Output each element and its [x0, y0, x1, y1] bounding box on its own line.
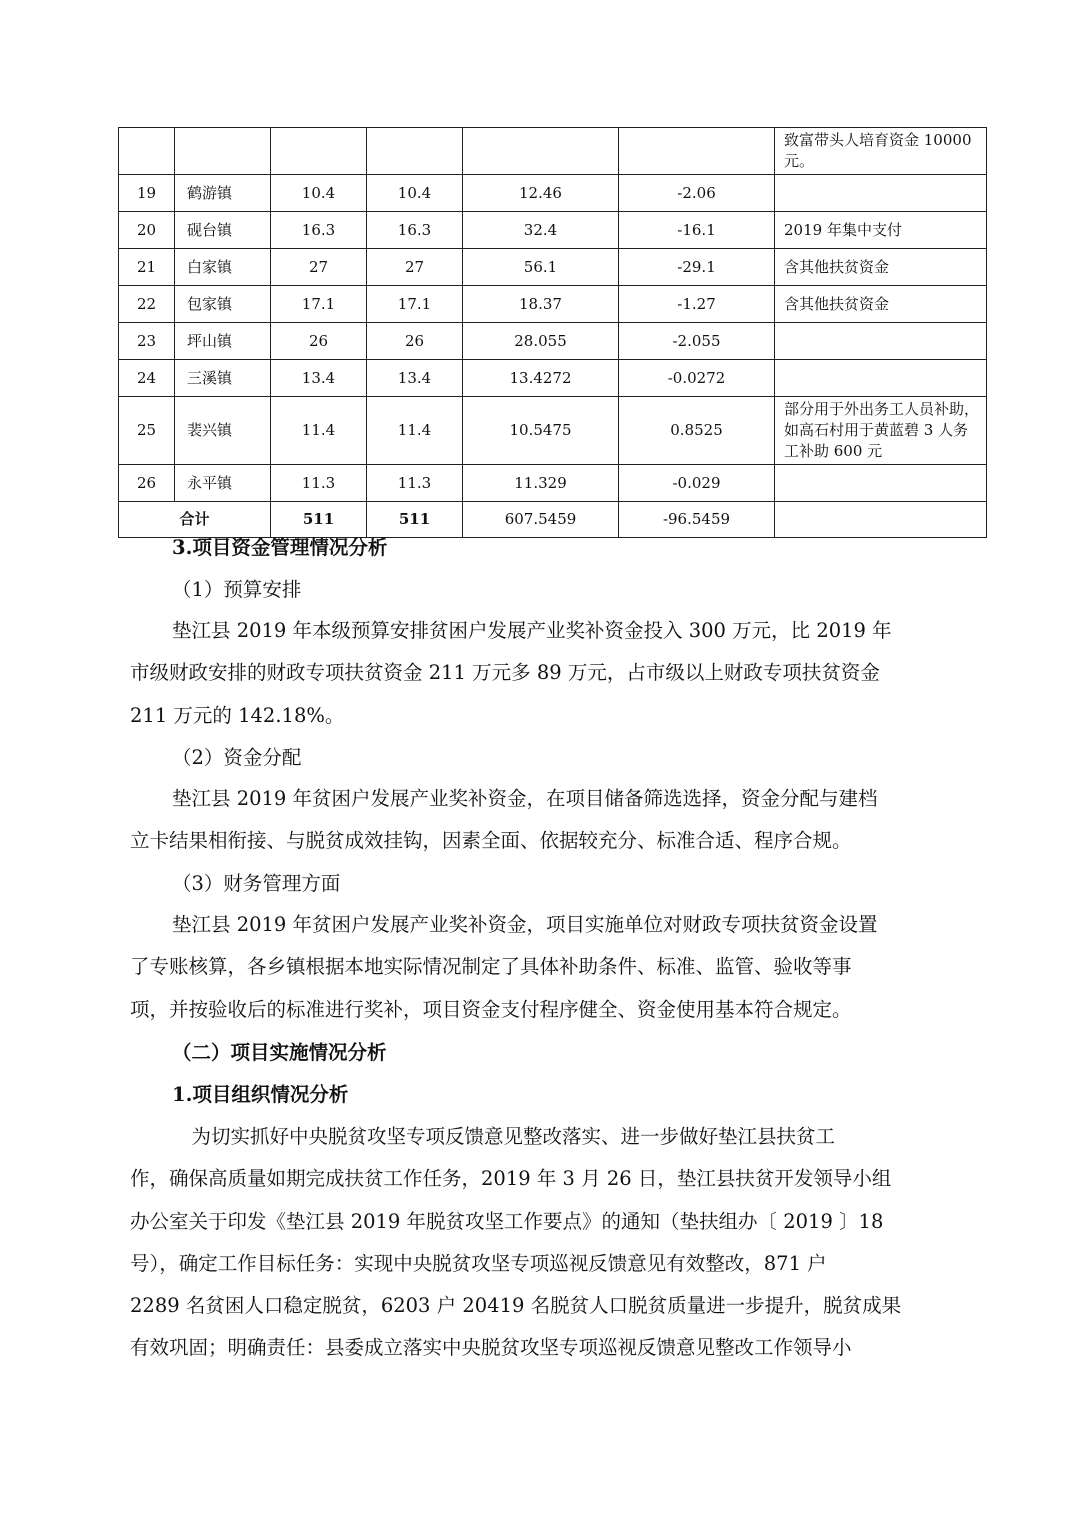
table-row [119, 360, 987, 397]
cell-value [367, 128, 463, 175]
cell-note: 2019 年集中支付 [775, 212, 987, 249]
cell-note: 致富带头人培育资金 10000 元。 [775, 128, 987, 175]
cell-town [175, 128, 271, 175]
cell-town: 白家镇 [175, 249, 271, 286]
cell-town: 永平镇 [175, 465, 271, 502]
total-value: 511 [271, 502, 367, 538]
cell-note [775, 175, 987, 212]
total-value: 607.5459 [463, 502, 619, 538]
paragraph-allocation [130, 778, 962, 863]
table-row [119, 465, 987, 502]
cell-note: 部分用于外出务工人员补助，如高石村用于黄蓝碧 3 人务工补助 600 元 [775, 397, 987, 465]
cell-town: 包家镇 [175, 286, 271, 323]
subheading-budget: （1）预算安排 [172, 578, 302, 601]
town-funds-table [118, 127, 987, 538]
cell-value: -2.055 [619, 323, 775, 360]
text-line: 垫江县 2019 年贫困户发展产业奖补资金，项目实施单位对财政专项扶贫资金设置 [172, 913, 878, 936]
cell-value: 26 [367, 323, 463, 360]
table-row [119, 212, 987, 249]
subheading-finance: （3）财务管理方面 [172, 872, 341, 895]
cell-town: 坪山镇 [175, 323, 271, 360]
table-row [119, 286, 987, 323]
cell-value: 12.46 [463, 175, 619, 212]
section-heading-organization: 1.项目组织情况分析 [172, 1083, 349, 1106]
cell-no: 21 [119, 249, 175, 286]
cell-value [619, 128, 775, 175]
cell-value: -1.27 [619, 286, 775, 323]
cell-value: 16.3 [367, 212, 463, 249]
cell-value: 32.4 [463, 212, 619, 249]
paragraph-organization [130, 1116, 962, 1370]
paragraph-budget [130, 610, 962, 737]
text-line: 项，并按验收后的标准进行奖补，项目资金支付程序健全、资金使用基本符合规定。 [130, 997, 852, 1021]
cell-value: 27 [271, 249, 367, 286]
text-line: 垫江县 2019 年本级预算安排贫困户发展产业奖补资金投入 300 万元，比 2019 年 [172, 619, 892, 642]
cell-no: 20 [119, 212, 175, 249]
cell-no [119, 128, 175, 175]
cell-value: 13.4 [271, 360, 367, 397]
cell-no: 24 [119, 360, 175, 397]
cell-value: -2.06 [619, 175, 775, 212]
table-row [119, 323, 987, 360]
cell-value: 13.4272 [463, 360, 619, 397]
cell-no: 26 [119, 465, 175, 502]
cell-value: 10.5475 [463, 397, 619, 465]
cell-value: 11.4 [271, 397, 367, 465]
text-line: 立卡结果相衔接、与脱贫成效挂钩，因素全面、依据较充分、标准合适、程序合规。 [130, 829, 852, 853]
section-heading-funds-management: 3.项目资金管理情况分析 [172, 536, 388, 559]
cell-value: 11.3 [367, 465, 463, 502]
text-line: 211 万元的 142.18%。 [130, 703, 345, 727]
cell-value: 17.1 [271, 286, 367, 323]
cell-value [271, 128, 367, 175]
table-row [119, 128, 987, 175]
cell-value: 56.1 [463, 249, 619, 286]
table-row [119, 249, 987, 286]
total-value: -96.5459 [619, 502, 775, 538]
text-line: 垫江县 2019 年贫困户发展产业奖补资金，在项目储备筛选选择，资金分配与建档 [172, 787, 878, 810]
cell-value: 10.4 [271, 175, 367, 212]
cell-no: 23 [119, 323, 175, 360]
cell-value: 13.4 [367, 360, 463, 397]
cell-town: 裴兴镇 [175, 397, 271, 465]
cell-no: 25 [119, 397, 175, 465]
cell-value: 11.329 [463, 465, 619, 502]
cell-value: -29.1 [619, 249, 775, 286]
text-line: 有效巩固；明确责任：县委成立落实中央脱贫攻坚专项巡视反馈意见整改工作领导小 [130, 1336, 852, 1360]
text-line: 市级财政安排的财政专项扶贫资金 211 万元多 89 万元，占市级以上财政专项扶贫资金 [130, 661, 880, 685]
cell-town: 三溪镇 [175, 360, 271, 397]
table-row [119, 397, 987, 465]
cell-value: 0.8525 [619, 397, 775, 465]
text-line: 为切实抓好中央脱贫攻坚专项反馈意见整改落实、进一步做好垫江县扶贫工 [172, 1125, 836, 1148]
cell-no: 22 [119, 286, 175, 323]
text-line: 2289 名贫困人口稳定脱贫，6203 户 20419 名脱贫人口脱贫质量进一步提升，脱贫成果 [130, 1294, 902, 1318]
cell-note [775, 465, 987, 502]
cell-note [775, 360, 987, 397]
text-line: 号），确定工作目标任务：实现中央脱贫攻坚专项巡视反馈意见有效整改，871 户 [130, 1251, 827, 1275]
cell-value: 10.4 [367, 175, 463, 212]
subheading-allocation: （2）资金分配 [172, 746, 302, 769]
cell-value: 16.3 [271, 212, 367, 249]
text-line: 了专账核算，各乡镇根据本地实际情况制定了具体补助条件、标准、监管、验收等事 [130, 955, 852, 979]
cell-note: 含其他扶贫资金 [775, 286, 987, 323]
cell-note [775, 323, 987, 360]
cell-note: 含其他扶贫资金 [775, 249, 987, 286]
table-row [119, 175, 987, 212]
paragraph-finance [130, 904, 962, 1031]
cell-value: 27 [367, 249, 463, 286]
cell-value [463, 128, 619, 175]
cell-value: 28.055 [463, 323, 619, 360]
cell-town: 鹤游镇 [175, 175, 271, 212]
cell-value: -0.0272 [619, 360, 775, 397]
total-label: 合计 [119, 502, 271, 538]
text-line: 作，确保高质量如期完成扶贫工作任务，2019 年 3 月 26 日，垫江县扶贫开发领导小组 [130, 1167, 892, 1191]
cell-town: 砚台镇 [175, 212, 271, 249]
section-heading-implementation: （二）项目实施情况分析 [172, 1041, 387, 1064]
cell-value: 11.4 [367, 397, 463, 465]
cell-value: 11.3 [271, 465, 367, 502]
total-value: 511 [367, 502, 463, 538]
cell-no: 19 [119, 175, 175, 212]
cell-value: 18.37 [463, 286, 619, 323]
text-line: 办公室关于印发《垫江县 2019 年脱贫攻坚工作要点》的通知（垫扶组办〔 2019 〕18 [130, 1209, 884, 1233]
cell-value: -16.1 [619, 212, 775, 249]
cell-value: 17.1 [367, 286, 463, 323]
cell-value: 26 [271, 323, 367, 360]
cell-value: -0.029 [619, 465, 775, 502]
